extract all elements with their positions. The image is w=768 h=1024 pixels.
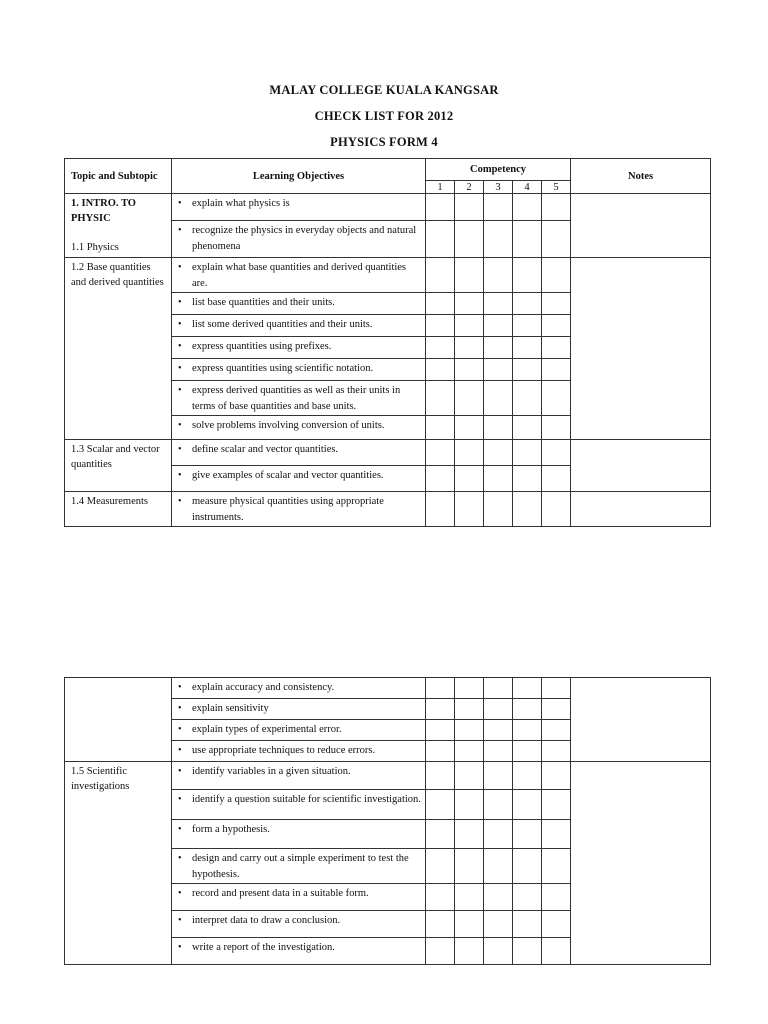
competency-checkbox-4[interactable] (513, 790, 542, 820)
notes-cell[interactable] (571, 492, 711, 527)
topic-label: 1.1 Physics (71, 242, 119, 253)
objective-row (65, 762, 711, 790)
competency-checkbox-5[interactable] (542, 720, 571, 741)
competency-checkbox-4[interactable] (513, 381, 542, 416)
competency-checkbox-2[interactable] (455, 416, 484, 440)
competency-checkbox-2[interactable] (455, 849, 484, 884)
competency-checkbox-3[interactable] (484, 911, 513, 938)
competency-checkbox-3[interactable] (484, 337, 513, 359)
topic-label: 1.3 Scalar and vector quantities (71, 444, 160, 470)
competency-checkbox-1[interactable] (426, 381, 455, 416)
competency-checkbox-2[interactable] (455, 440, 484, 466)
competency-checkbox-4[interactable] (513, 911, 542, 938)
competency-checkbox-1[interactable] (426, 194, 455, 221)
competency-level-5: 5 (542, 181, 571, 194)
objective-row (65, 258, 711, 293)
checklist-table-page1 (64, 158, 711, 527)
learning-objective: • express quantities using prefixes. (172, 337, 426, 359)
learning-objective: • record and present data in a suitable form. (172, 884, 426, 911)
competency-checkbox-2[interactable] (455, 790, 484, 820)
competency-checkbox-3[interactable] (484, 849, 513, 884)
competency-checkbox-1[interactable] (426, 820, 455, 849)
competency-checkbox-5[interactable] (542, 416, 571, 440)
competency-checkbox-3[interactable] (484, 466, 513, 492)
competency-checkbox-2[interactable] (455, 762, 484, 790)
competency-checkbox-1[interactable] (426, 416, 455, 440)
competency-checkbox-3[interactable] (484, 699, 513, 720)
competency-checkbox-4[interactable] (513, 466, 542, 492)
subject-title: PHYSICS FORM 4 (330, 135, 438, 149)
competency-level-4: 4 (513, 181, 542, 194)
competency-checkbox-1[interactable] (426, 678, 455, 699)
competency-checkbox-5[interactable] (542, 938, 571, 965)
notes-cell[interactable] (571, 258, 711, 440)
competency-checkbox-2[interactable] (455, 720, 484, 741)
competency-checkbox-3[interactable] (484, 741, 513, 762)
competency-checkbox-3[interactable] (484, 762, 513, 790)
learning-objective: • use appropriate techniques to reduce errors. (172, 741, 426, 762)
topic-label: 1.2 Base quantities and derived quantities (71, 262, 164, 288)
competency-checkbox-1[interactable] (426, 741, 455, 762)
competency-checkbox-1[interactable] (426, 492, 455, 527)
learning-objective: • measure physical quantities using appropriate instruments. (172, 492, 426, 527)
notes-cell[interactable] (571, 762, 711, 965)
competency-checkbox-5[interactable] (542, 911, 571, 938)
competency-checkbox-3[interactable] (484, 315, 513, 337)
competency-checkbox-3[interactable] (484, 293, 513, 315)
learning-objective: • explain sensitivity (172, 699, 426, 720)
learning-objective: • identify variables in a given situation. (172, 762, 426, 790)
competency-checkbox-3[interactable] (484, 381, 513, 416)
notes-cell[interactable] (571, 194, 711, 258)
competency-checkbox-2[interactable] (455, 699, 484, 720)
topic-cell (65, 762, 172, 965)
competency-checkbox-2[interactable] (455, 258, 484, 293)
learning-objective: • write a report of the investigation. (172, 938, 426, 965)
competency-checkbox-1[interactable] (426, 315, 455, 337)
competency-checkbox-1[interactable] (426, 359, 455, 381)
topic-label: 1.5 Scientific investigations (71, 766, 130, 792)
competency-checkbox-2[interactable] (455, 492, 484, 527)
competency-checkbox-5[interactable] (542, 381, 571, 416)
competency-checkbox-3[interactable] (484, 416, 513, 440)
competency-checkbox-2[interactable] (455, 741, 484, 762)
competency-checkbox-4[interactable] (513, 258, 542, 293)
competency-checkbox-3[interactable] (484, 720, 513, 741)
competency-checkbox-5[interactable] (542, 849, 571, 884)
learning-objective: • express quantities using scientific notation. (172, 359, 426, 381)
competency-checkbox-4[interactable] (513, 938, 542, 965)
competency-checkbox-2[interactable] (455, 678, 484, 699)
learning-objective: • interpret data to draw a conclusion. (172, 911, 426, 938)
competency-checkbox-1[interactable] (426, 466, 455, 492)
competency-checkbox-5[interactable] (542, 221, 571, 258)
learning-objective: • solve problems involving conversion of units. (172, 416, 426, 440)
competency-checkbox-5[interactable] (542, 492, 571, 527)
objective-row (65, 678, 711, 699)
competency-checkbox-1[interactable] (426, 938, 455, 965)
learning-objective: • define scalar and vector quantities. (172, 440, 426, 466)
competency-checkbox-1[interactable] (426, 762, 455, 790)
learning-objective: • design and carry out a simple experiment to test the hypothesis. (172, 849, 426, 884)
learning-objective: • express derived quantities as well as their units in terms of base quantities and base units. (172, 381, 426, 416)
learning-objective: • explain what physics is (172, 194, 426, 221)
competency-checkbox-5[interactable] (542, 699, 571, 720)
competency-checkbox-1[interactable] (426, 790, 455, 820)
competency-checkbox-5[interactable] (542, 678, 571, 699)
competency-checkbox-4[interactable] (513, 678, 542, 699)
competency-checkbox-1[interactable] (426, 221, 455, 258)
competency-checkbox-5[interactable] (542, 293, 571, 315)
competency-checkbox-3[interactable] (484, 790, 513, 820)
objectives-header: Learning Objectives (172, 159, 426, 194)
competency-checkbox-5[interactable] (542, 741, 571, 762)
notes-cell[interactable] (571, 678, 711, 762)
competency-checkbox-5[interactable] (542, 820, 571, 849)
competency-checkbox-4[interactable] (513, 315, 542, 337)
objective-row (65, 492, 711, 527)
competency-checkbox-5[interactable] (542, 762, 571, 790)
competency-checkbox-4[interactable] (513, 337, 542, 359)
competency-checkbox-2[interactable] (455, 938, 484, 965)
checklist-table-page2 (64, 677, 711, 965)
topic-label (71, 226, 165, 240)
notes-header: Notes (571, 159, 711, 194)
topic-header: Topic and Subtopic (65, 159, 172, 194)
competency-checkbox-1[interactable] (426, 293, 455, 315)
competency-checkbox-2[interactable] (455, 884, 484, 911)
topic-cell (65, 678, 172, 762)
learning-objective: • form a hypothesis. (172, 820, 426, 849)
competency-checkbox-1[interactable] (426, 911, 455, 938)
competency-checkbox-1[interactable] (426, 337, 455, 359)
competency-checkbox-4[interactable] (513, 416, 542, 440)
competency-checkbox-3[interactable] (484, 440, 513, 466)
competency-checkbox-1[interactable] (426, 884, 455, 911)
competency-checkbox-2[interactable] (455, 381, 484, 416)
competency-checkbox-5[interactable] (542, 194, 571, 221)
competency-checkbox-2[interactable] (455, 820, 484, 849)
competency-checkbox-4[interactable] (513, 221, 542, 258)
competency-checkbox-5[interactable] (542, 359, 571, 381)
competency-checkbox-1[interactable] (426, 440, 455, 466)
topic-cell (65, 194, 172, 258)
competency-checkbox-3[interactable] (484, 221, 513, 258)
competency-checkbox-3[interactable] (484, 884, 513, 911)
competency-checkbox-2[interactable] (455, 221, 484, 258)
competency-checkbox-4[interactable] (513, 293, 542, 315)
competency-checkbox-4[interactable] (513, 741, 542, 762)
competency-checkbox-5[interactable] (542, 440, 571, 466)
competency-checkbox-5[interactable] (542, 790, 571, 820)
competency-checkbox-5[interactable] (542, 315, 571, 337)
competency-checkbox-2[interactable] (455, 293, 484, 315)
learning-objective: • explain what base quantities and derived quantities are. (172, 258, 426, 293)
competency-checkbox-2[interactable] (455, 337, 484, 359)
notes-cell[interactable] (571, 440, 711, 492)
competency-checkbox-3[interactable] (484, 678, 513, 699)
learning-objective: • give examples of scalar and vector quantities. (172, 466, 426, 492)
competency-checkbox-4[interactable] (513, 440, 542, 466)
competency-checkbox-1[interactable] (426, 720, 455, 741)
competency-checkbox-4[interactable] (513, 359, 542, 381)
competency-checkbox-1[interactable] (426, 699, 455, 720)
competency-checkbox-2[interactable] (455, 315, 484, 337)
competency-checkbox-4[interactable] (513, 720, 542, 741)
topic-cell (65, 492, 172, 527)
objective-row (65, 194, 711, 221)
topic-label: 1. INTRO. TO PHYSIC (71, 198, 136, 224)
school-title: MALAY COLLEGE KUALA KANGSAR (269, 83, 499, 97)
checklist-title: CHECK LIST FOR 2012 (314, 109, 454, 123)
competency-checkbox-3[interactable] (484, 938, 513, 965)
competency-checkbox-4[interactable] (513, 884, 542, 911)
competency-header: Competency (426, 159, 571, 181)
learning-objective: • list some derived quantities and their units. (172, 315, 426, 337)
competency-checkbox-5[interactable] (542, 337, 571, 359)
learning-objective: • recognize the physics in everyday objects and natural phenomena (172, 221, 426, 258)
learning-objective: • explain types of experimental error. (172, 720, 426, 741)
competency-checkbox-1[interactable] (426, 258, 455, 293)
learning-objective: • identify a question suitable for scientific investigation. (172, 790, 426, 820)
competency-checkbox-4[interactable] (513, 762, 542, 790)
learning-objective: • list base quantities and their units. (172, 293, 426, 315)
topic-cell (65, 440, 172, 492)
competency-level-2: 2 (455, 181, 484, 194)
competency-checkbox-5[interactable] (542, 258, 571, 293)
competency-checkbox-3[interactable] (484, 820, 513, 849)
topic-cell (65, 258, 172, 440)
competency-checkbox-3[interactable] (484, 194, 513, 221)
competency-checkbox-2[interactable] (455, 359, 484, 381)
competency-level-1: 1 (426, 181, 455, 194)
competency-checkbox-4[interactable] (513, 194, 542, 221)
competency-checkbox-1[interactable] (426, 849, 455, 884)
learning-objective: • explain accuracy and consistency. (172, 678, 426, 699)
competency-checkbox-4[interactable] (513, 699, 542, 720)
competency-checkbox-5[interactable] (542, 466, 571, 492)
objective-row (65, 440, 711, 466)
competency-level-3: 3 (484, 181, 513, 194)
competency-checkbox-3[interactable] (484, 359, 513, 381)
competency-checkbox-3[interactable] (484, 492, 513, 527)
topic-label: 1.4 Measurements (71, 496, 148, 507)
competency-checkbox-5[interactable] (542, 884, 571, 911)
competency-checkbox-2[interactable] (455, 911, 484, 938)
competency-checkbox-4[interactable] (513, 820, 542, 849)
competency-checkbox-2[interactable] (455, 466, 484, 492)
competency-checkbox-4[interactable] (513, 849, 542, 884)
competency-checkbox-2[interactable] (455, 194, 484, 221)
competency-checkbox-4[interactable] (513, 492, 542, 527)
competency-checkbox-3[interactable] (484, 258, 513, 293)
